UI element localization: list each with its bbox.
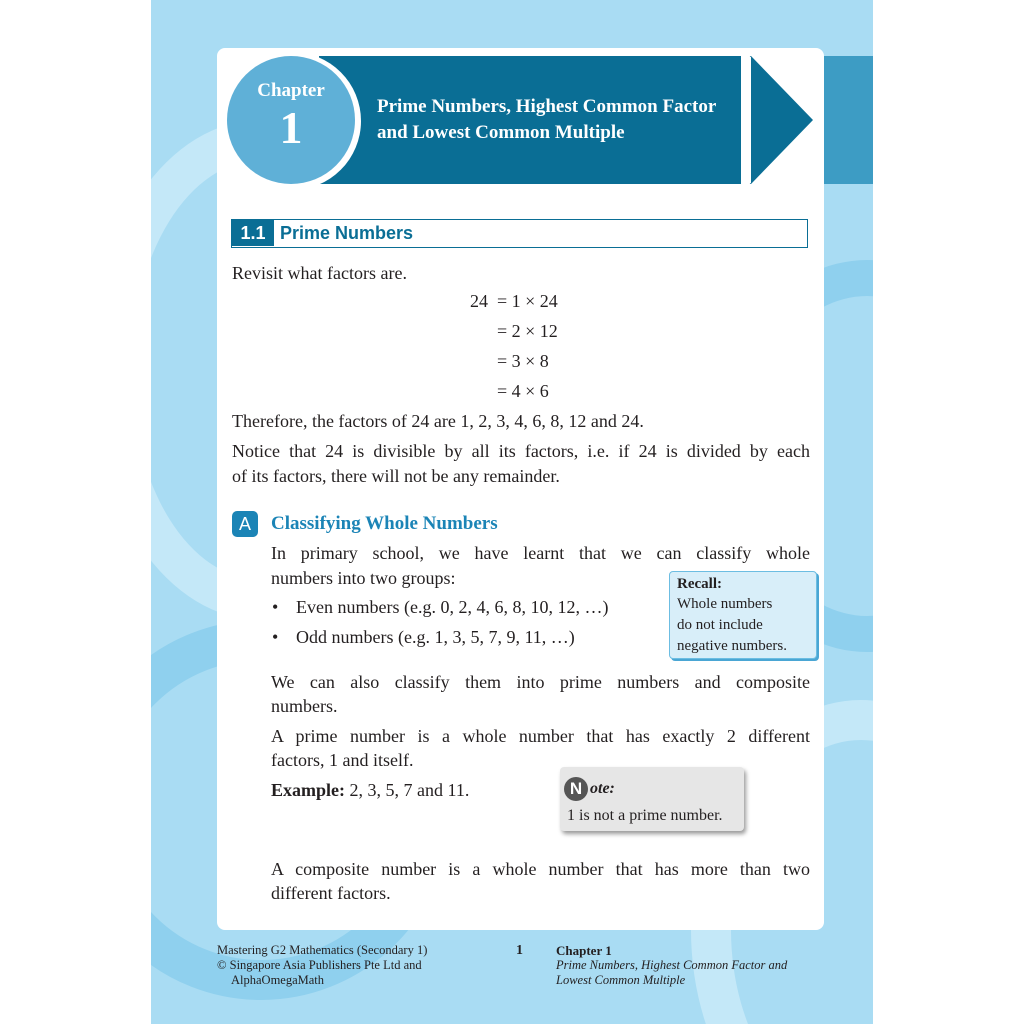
equation-rhs: = 1 × 24 [497,291,558,311]
bullet-icon: • [272,597,279,617]
footer-book-line: Mastering G2 Mathematics (Secondary 1) [217,943,428,957]
bullet-item-even: Even numbers (e.g. 0, 2, 4, 6, 8, 10, 12, …) [296,597,609,617]
chapter-title-line: and Lowest Common Multiple [377,122,625,143]
banner-tab [824,56,873,184]
subsection-title: Classifying Whole Numbers [271,513,498,534]
composite-definition: A composite number is a whole number that has more than two [271,859,810,879]
subsection-badge: A [232,511,258,537]
footer-chapter-info [556,943,787,988]
recall-line: do not include [677,617,763,633]
prime-definition: A prime number is a whole number that has exactly 2 different [271,726,810,746]
footer-chapter-title: Lowest Common Multiple [556,973,686,987]
example-text: 2, 3, 5, 7 and 11. [345,780,470,800]
intro-text: Revisit what factors are. [232,263,407,283]
notice-text: of its factors, there will not be any remainder. [232,466,560,486]
note-icon: N [564,777,588,801]
note-box [560,767,744,831]
section-number: 1.1 [232,220,274,246]
example-label: Example: [271,780,345,800]
note-text: 1 is not a prime number. [567,807,723,824]
footer-book-line: © Singapore Asia Publishers Pte Ltd and [217,958,422,972]
prime-definition: factors, 1 and itself. [271,750,414,770]
recall-box [669,571,817,659]
chapter-circle [227,56,355,184]
bullet-icon: • [272,627,279,647]
footer-chapter-label: Chapter 1 [556,943,612,958]
paragraph-text: We can also classify them into prime numbers and composite [271,672,810,692]
bullet-item-odd: Odd numbers (e.g. 1, 3, 5, 7, 9, 11, …) [296,627,575,647]
page-number: 1 [516,943,523,958]
chapter-number: 1 [279,102,303,153]
paragraph-text: numbers. [271,696,338,716]
notice-text: Notice that 24 is divisible by all its factors, i.e. if 24 is divided by each [232,441,810,461]
equation-lhs: 24 [470,291,488,311]
example-line [271,778,469,802]
equation-rhs: = 4 × 6 [497,381,549,401]
footer-book-info [217,943,427,988]
composite-definition: different factors. [271,883,391,903]
recall-line: negative numbers. [677,638,787,654]
therefore-text: Therefore, the factors of 24 are 1, 2, 3, 4, 6, 8, 12 and 24. [232,411,644,431]
paragraph-text: In primary school, we have learnt that we can classify whole [271,543,810,563]
banner-arrow [751,56,813,184]
chapter-title-line: Prime Numbers, Highest Common Factor [377,96,717,117]
chapter-title [377,94,757,146]
footer-chapter-title: Prime Numbers, Highest Common Factor and [556,958,788,972]
section-title: Prime Numbers [280,223,414,243]
equation-rhs: = 3 × 8 [497,351,549,371]
section-heading [231,219,808,248]
recall-line: Whole numbers [677,596,773,612]
footer-book-line: AlphaOmegaMath [231,973,325,987]
equation-rhs: = 2 × 12 [497,321,558,341]
recall-heading: Recall: [677,576,722,592]
recall-body [677,594,815,657]
note-heading: ote: [590,780,615,797]
paragraph-text: numbers into two groups: [271,568,456,588]
chapter-label: Chapter [257,80,325,101]
